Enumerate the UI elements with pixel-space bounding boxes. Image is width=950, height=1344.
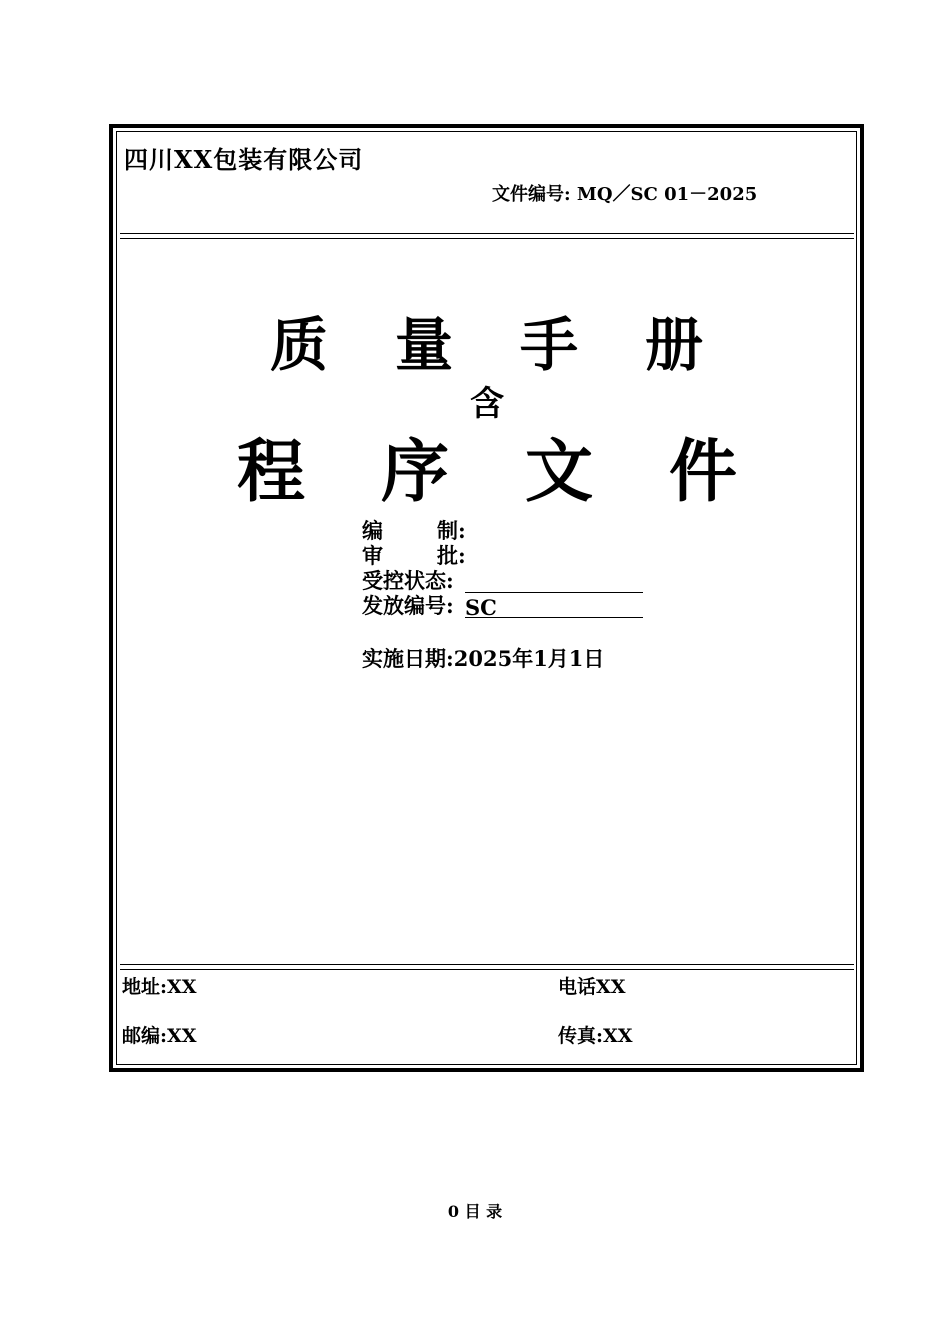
compiled-label-char: 制 bbox=[437, 518, 458, 543]
address: 地址:XX bbox=[122, 976, 197, 998]
postcode: 邮编:XX bbox=[122, 1025, 197, 1047]
control-status-label: 受控状态 bbox=[362, 568, 446, 593]
title-quality-manual bbox=[120, 298, 854, 382]
title-char: 质 bbox=[269, 311, 329, 379]
colon: : bbox=[458, 518, 466, 543]
page-footer-toc: 0 目 录 bbox=[447, 1202, 503, 1221]
compiled-label-char: 编 bbox=[362, 518, 383, 543]
approved-row bbox=[362, 543, 643, 568]
title-connector: 含 bbox=[470, 384, 504, 424]
title-char: 程 bbox=[236, 432, 305, 512]
compiled-label bbox=[362, 518, 458, 543]
title-char: 件 bbox=[669, 432, 738, 512]
issue-number-row bbox=[362, 593, 643, 618]
control-status-row bbox=[362, 568, 643, 593]
title-char: 手 bbox=[520, 311, 580, 379]
header-divider bbox=[120, 233, 854, 239]
issue-number-value[interactable]: SC bbox=[465, 598, 643, 618]
approval-fields bbox=[362, 518, 643, 618]
colon: : bbox=[446, 568, 454, 593]
colon: : bbox=[446, 593, 454, 618]
colon: : bbox=[458, 543, 466, 568]
approved-label bbox=[362, 543, 458, 568]
company-name: 四川XX包装有限公司 bbox=[124, 145, 364, 174]
issue-number-label: 发放编号 bbox=[362, 593, 446, 618]
title-char: 量 bbox=[394, 311, 454, 379]
footer-divider bbox=[120, 964, 854, 970]
fax: 传真:XX bbox=[558, 1025, 633, 1047]
title-char: 文 bbox=[525, 432, 594, 512]
phone: 电话XX bbox=[558, 976, 626, 998]
implementation-date: 实施日期:2025年1月1日 bbox=[362, 646, 605, 671]
title-char: 序 bbox=[380, 432, 449, 512]
control-status-blank[interactable] bbox=[465, 573, 643, 593]
document-number: 文件编号: MQ／SC 01－2025 bbox=[492, 184, 758, 205]
title-char: 册 bbox=[645, 311, 705, 379]
approved-label-char: 审 bbox=[362, 543, 383, 568]
title-procedure-documents bbox=[120, 418, 854, 515]
compiled-row bbox=[362, 518, 643, 543]
approved-label-char: 批 bbox=[437, 543, 458, 568]
